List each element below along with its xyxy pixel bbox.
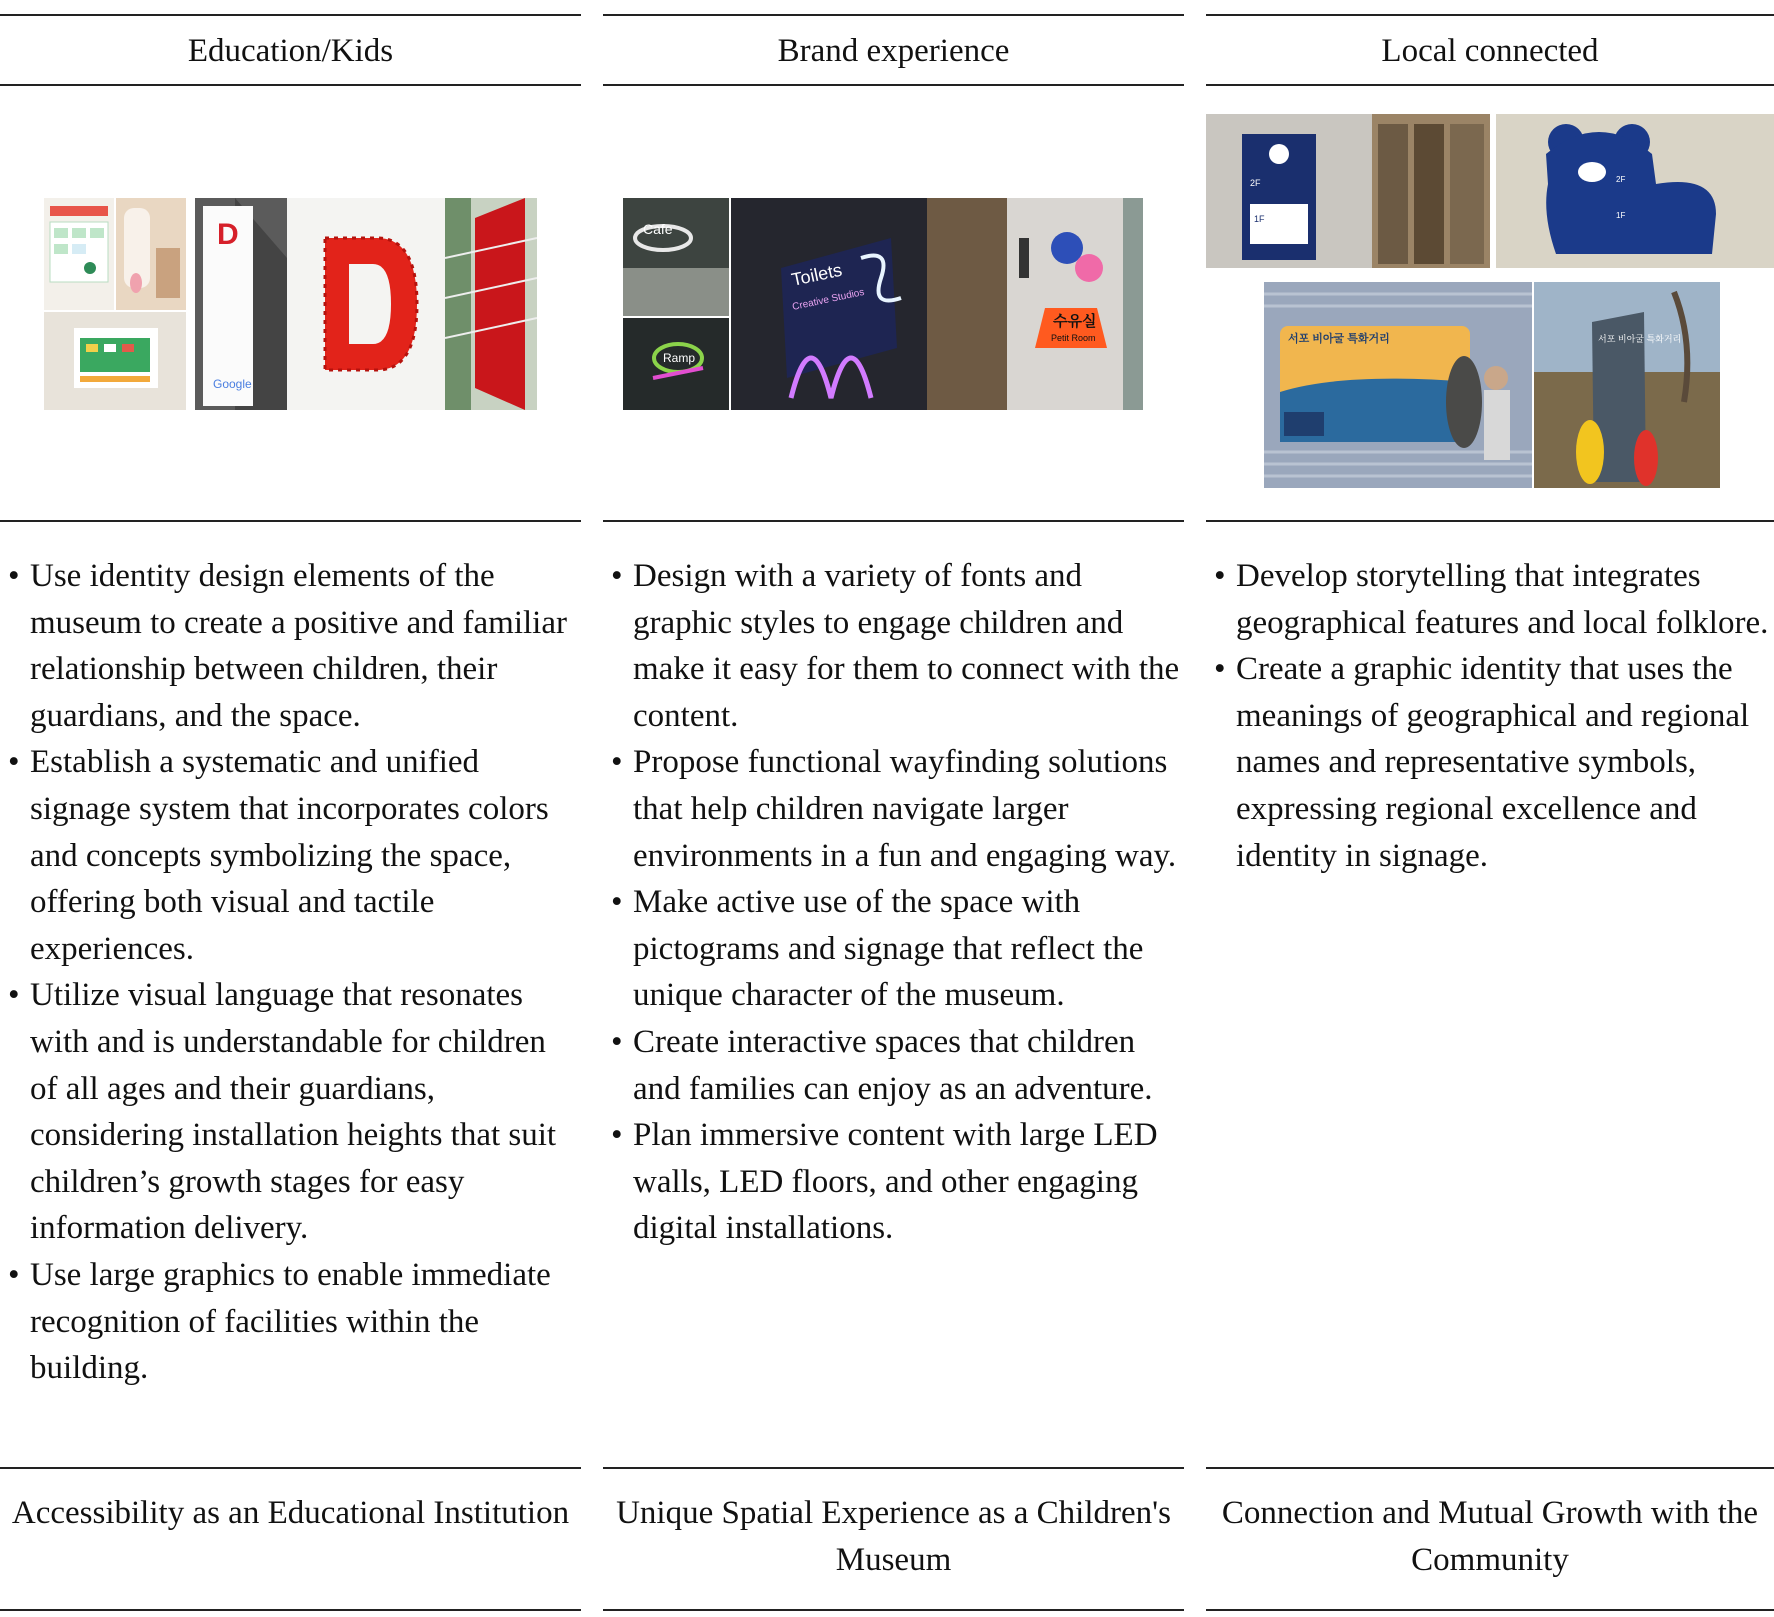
photo-pylon-sign bbox=[195, 198, 287, 410]
bullet-item: • Create interactive spaces that children and families can enjoy as an adventure. bbox=[603, 1019, 1184, 1112]
bullet-item: • Plan immersive content with large LED walls, LED floors, and other engaging digital installations. bbox=[603, 1112, 1184, 1252]
bullet-list bbox=[0, 553, 581, 1392]
column-footer: Unique Spatial Experience as a Children's Museum bbox=[616, 1495, 1171, 1578]
sign-letter-d: D bbox=[217, 218, 239, 251]
photo-neon-toilets bbox=[731, 198, 927, 410]
photo-outdoor-post bbox=[1534, 282, 1720, 488]
rule-bottom bbox=[0, 1609, 581, 1611]
rule-bottom bbox=[1206, 1609, 1774, 1611]
ramp-text: Ramp bbox=[663, 351, 696, 365]
sign-korean-text: 수유실 bbox=[1053, 313, 1097, 330]
column-heading: Local connected bbox=[1381, 33, 1599, 69]
photo-floor-map bbox=[44, 312, 186, 410]
post-title-text: 서포 비아굴 특화거리 bbox=[1598, 334, 1682, 344]
neon-sub-text: Creative Studios bbox=[791, 286, 866, 313]
rule-above-footer bbox=[1206, 1467, 1774, 1469]
image-area bbox=[603, 86, 1184, 520]
rule-under-images bbox=[603, 520, 1184, 522]
photo-bookshelf-sign bbox=[1206, 114, 1490, 268]
rule-under-images bbox=[0, 520, 581, 522]
photo-bear-sign bbox=[1496, 114, 1774, 268]
bullet-item: • Propose functional wayfinding solutions that help children navigate larger environments in a fun and engaging way. bbox=[603, 739, 1184, 879]
floor-2f-text: 2F bbox=[1616, 175, 1626, 184]
rule-bottom bbox=[603, 1609, 1184, 1611]
rule-top bbox=[1206, 14, 1774, 16]
neon-toilets-text: Toilets bbox=[789, 259, 844, 290]
floor-1f-text: 1F bbox=[1254, 214, 1265, 224]
rule-top bbox=[603, 14, 1184, 16]
rule-under-images bbox=[1206, 520, 1774, 522]
photo-petit-room-sign bbox=[927, 198, 1143, 410]
floor-2f-text: 2F bbox=[1250, 178, 1261, 188]
image-area bbox=[1206, 86, 1774, 520]
bullet-item: • Use large graphics to enable immediate recognition of facilities within the building. bbox=[0, 1252, 581, 1392]
photo-mural-street bbox=[1264, 282, 1532, 488]
bullet-item: • Make active use of the space with pictograms and signage that reflect the unique character of the museum. bbox=[603, 879, 1184, 1019]
sign-english-text: Petit Room bbox=[1051, 333, 1096, 343]
column-local-connected bbox=[1206, 0, 1774, 1617]
bullet-item: • Establish a systematic and unified signage system that incorporates colors and concepts symbolizing the space, offering both visual and tactile experiences. bbox=[0, 739, 581, 972]
column-heading: Brand experience bbox=[777, 33, 1010, 69]
rule-above-footer bbox=[0, 1467, 581, 1469]
photo-cafe-sign bbox=[623, 198, 729, 316]
rule-top bbox=[0, 14, 581, 16]
floor-1f-text: 1F bbox=[1616, 211, 1626, 220]
bullet-item: • Design with a variety of fonts and graphic styles to engage children and make it easy for them to connect with the content. bbox=[603, 553, 1184, 739]
column-heading: Education/Kids bbox=[187, 33, 394, 69]
bullet-item: • Develop storytelling that integrates geographical features and local folklore. bbox=[1206, 553, 1774, 646]
photo-door-corridor bbox=[116, 198, 186, 310]
image-area bbox=[0, 86, 581, 520]
column-brand-experience bbox=[603, 0, 1184, 1617]
cafe-text: Cafe bbox=[643, 221, 673, 237]
photo-red-letter-d bbox=[287, 198, 445, 410]
mural-title-text: 서포 비아굴 특화거리 bbox=[1288, 333, 1390, 345]
bullet-item: • Utilize visual language that resonates with and is understandable for children of all ages and their guardians, considering installation heights that suit children’s growth stages for easy information delivery. bbox=[0, 972, 581, 1252]
bullet-item: • Use identity design elements of the museum to create a positive and familiar relationship between children, their guardians, and the space. bbox=[0, 553, 581, 739]
column-footer: Connection and Mutual Growth with the Community bbox=[1221, 1495, 1759, 1578]
column-education-kids bbox=[0, 0, 581, 1617]
photo-checklist-sign bbox=[44, 198, 114, 310]
bullet-item: • Create a graphic identity that uses the meanings of geographical and regional names and representative symbols, expressing regional excellence and identity in signage. bbox=[1206, 646, 1774, 879]
bullet-list bbox=[1206, 553, 1774, 879]
rule-above-footer bbox=[603, 1467, 1184, 1469]
photo-red-wall bbox=[445, 198, 537, 410]
brand-logo-text: Google bbox=[213, 377, 252, 391]
photo-ramp-sign bbox=[623, 318, 729, 410]
bullet-list bbox=[603, 553, 1184, 1252]
column-footer: Accessibility as an Educational Institution bbox=[11, 1495, 570, 1531]
